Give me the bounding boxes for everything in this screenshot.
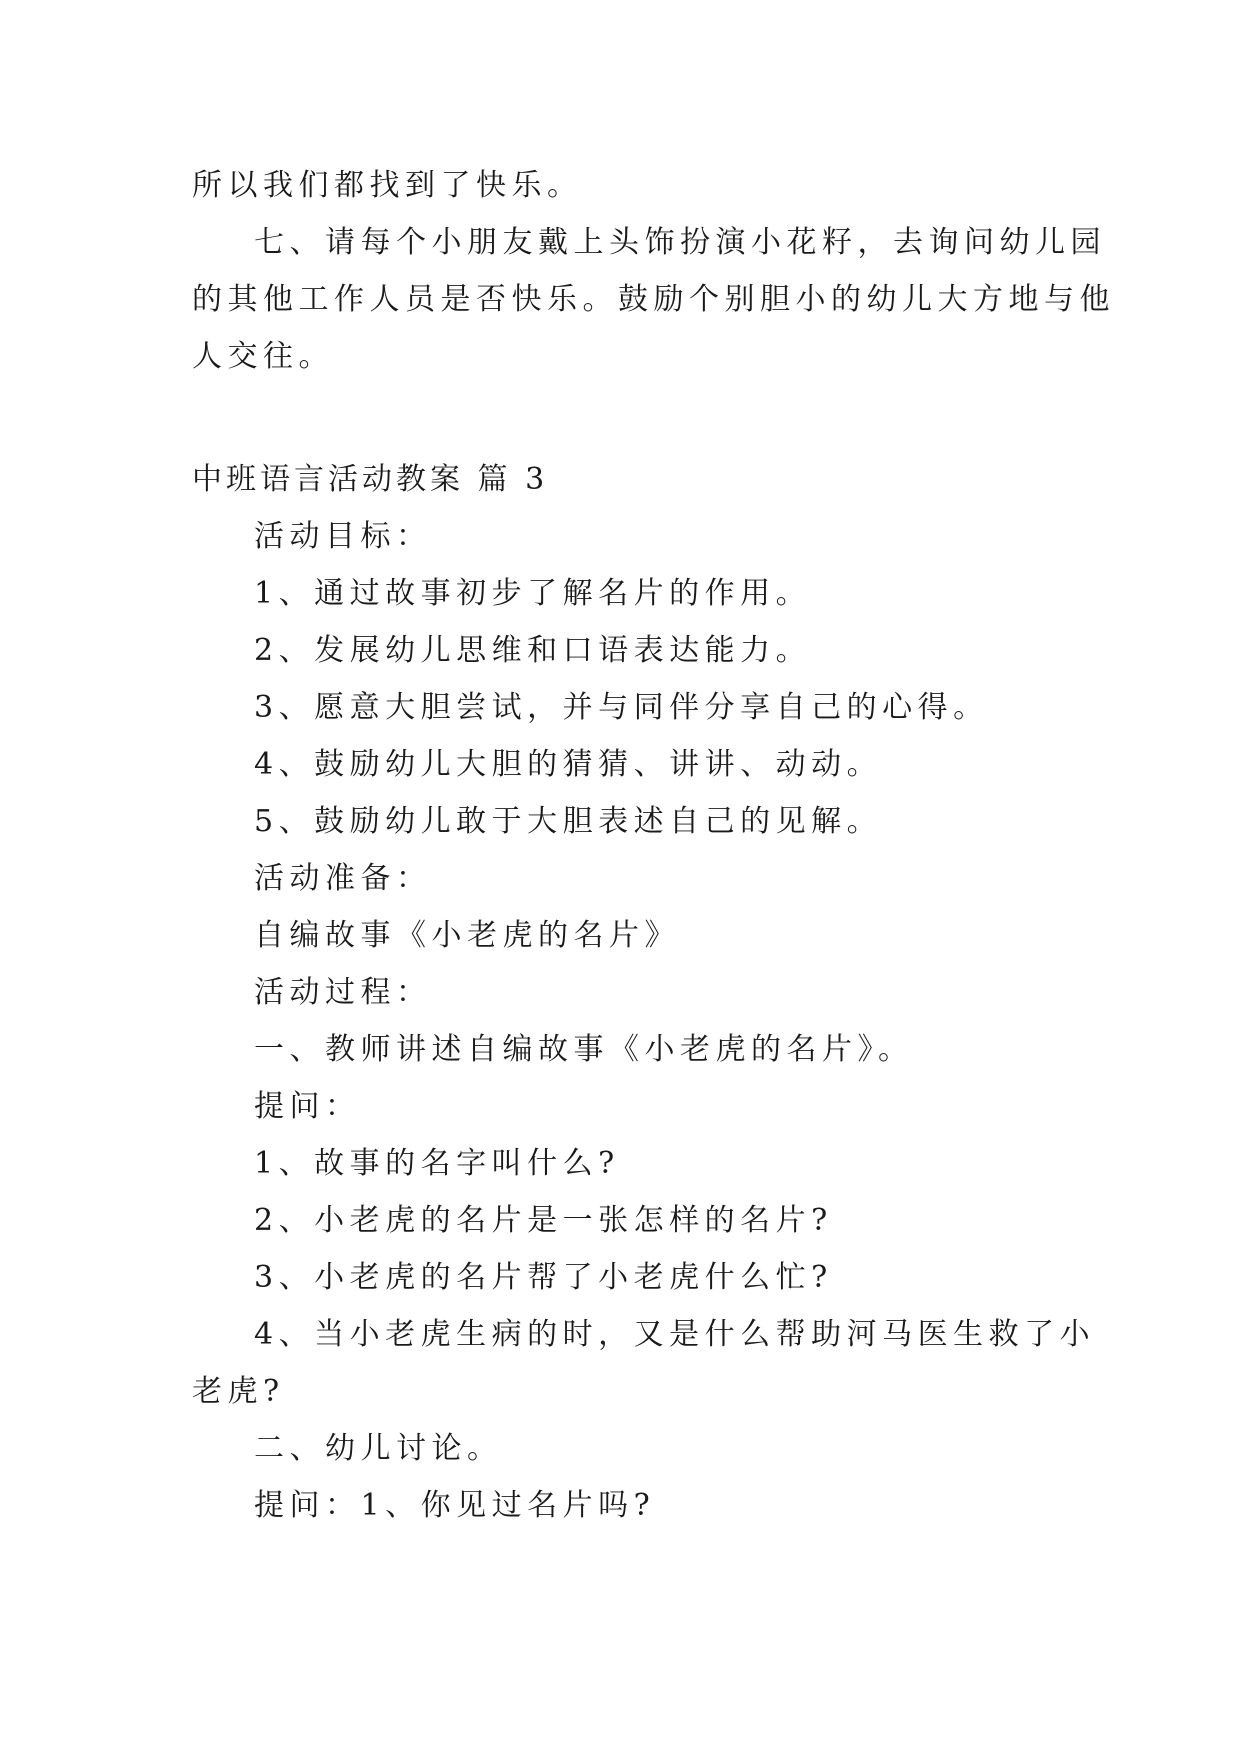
paragraph-line: 自编故事《小老虎的名片》 [254, 918, 680, 953]
paragraph-line: 老虎? [192, 1374, 285, 1409]
paragraph-line: 提问：1、你见过名片吗? [254, 1488, 656, 1523]
paragraph-line: 七、请每个小朋友戴上头饰扮演小花籽，去询问幼儿园 [254, 225, 1106, 260]
paragraph-line: 1、故事的名字叫什么? [254, 1146, 620, 1181]
paragraph-line: 人交往。 [192, 339, 334, 374]
section-heading: 中班语言活动教案 篇 3 [192, 462, 549, 497]
paragraph-line: 1、通过故事初步了解名片的作用。 [254, 576, 812, 611]
paragraph-line: 二、幼儿讨论。 [254, 1431, 503, 1466]
paragraph-line: 2、发展幼儿思维和口语表达能力。 [254, 633, 812, 668]
paragraph-line: 活动目标： [254, 519, 432, 554]
paragraph-line: 2、小老虎的名片是一张怎样的名片? [254, 1203, 833, 1238]
paragraph-line: 活动过程： [254, 975, 432, 1010]
paragraph-line: 4、鼓励幼儿大胆的猜猜、讲讲、动动。 [254, 747, 883, 782]
paragraph-line: 一、教师讲述自编故事《小老虎的名片》。 [254, 1032, 914, 1067]
paragraph-line: 提问： [254, 1089, 361, 1124]
paragraph-line: 3、愿意大胆尝试，并与同伴分享自己的心得。 [254, 690, 989, 725]
paragraph-line: 活动准备： [254, 861, 432, 896]
paragraph-line: 所以我们都找到了快乐。 [192, 168, 583, 203]
paragraph-line: 3、小老虎的名片帮了小老虎什么忙? [254, 1260, 833, 1295]
paragraph-line: 4、当小老虎生病的时，又是什么帮助河马医生救了小 [254, 1317, 1096, 1352]
paragraph-line: 的其他工作人员是否快乐。鼓励个别胆小的幼儿大方地与他 [192, 282, 1115, 317]
paragraph-line: 5、鼓励幼儿敢于大胆表述自己的见解。 [254, 804, 883, 839]
